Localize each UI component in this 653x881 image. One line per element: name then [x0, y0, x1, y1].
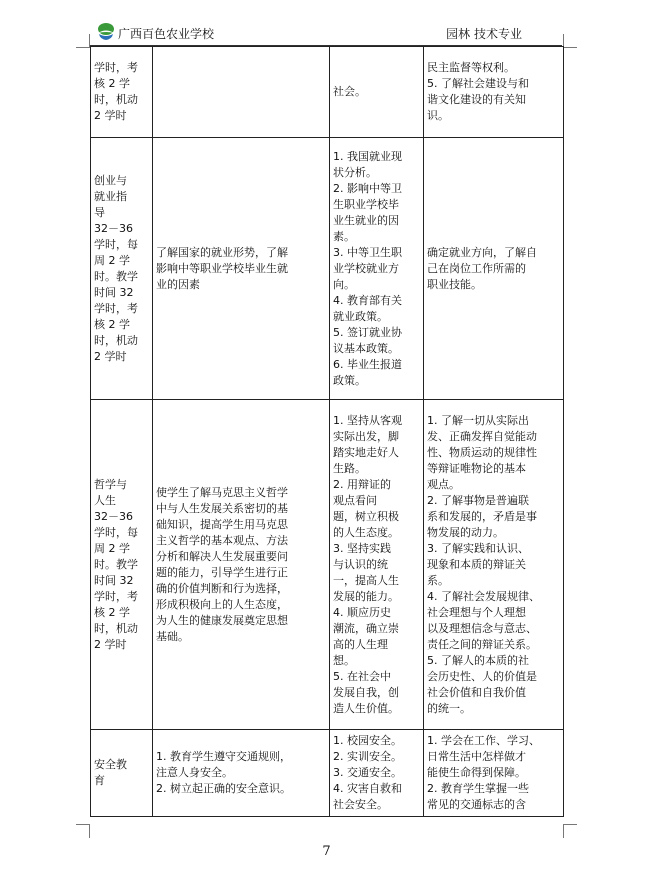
content-cell: 1. 我国就业现 状分析。 2. 影响中等卫 生职业学校毕 业生就业的因 素。 3. 中等卫生职 业学校就业方 向。 4. 教育部有关 就业政策。 5. 签订就业协 议基本政策。 6. 毕业生报道 政策。 — [330, 138, 424, 400]
table-row — [91, 47, 564, 138]
goal-cell — [153, 47, 330, 138]
goal-cell: 使学生了解马克思主义哲学 中与人生发展关系密切的基 础知识，提高学生用马克思 主义哲学的基本观点、方法 分析和解决人生发展重要问 题的能力，引导学生进行正 确的价值判断和行为选择， 形成积极向上的人生态度， 为人生的健康发展奠定思想 基础。 — [153, 400, 330, 730]
course-cell: 创业与 就业指 导 32－36 学时，每 周 2 学 时。教学 时间 32 学时，考 核 2 学 时，机动 2 学时 — [91, 138, 153, 400]
requirement-cell: 民主监督等权利。 5. 了解社会建设与和 谐文化建设的有关知 识。 — [424, 47, 564, 138]
table-row — [91, 730, 564, 817]
crop-mark-bottom-left — [76, 824, 90, 838]
requirement-cell: 1. 学会在工作、学习、 日常生活中怎样做才 能使生命得到保障。 2. 教育学生掌握一些 常见的交通标志的含 — [424, 730, 564, 817]
course-cell: 安全教 育 — [91, 730, 153, 817]
requirement-cell: 确定就业方向，了解自 己在岗位工作所需的 职业技能。 — [424, 138, 564, 400]
table-row — [91, 400, 564, 730]
major-name: 园林 技术专业 — [446, 27, 522, 41]
page-header — [90, 22, 562, 46]
goal-cell: 1. 教育学生遵守交通规则， 注意人身安全。 2. 树立起正确的安全意识。 — [153, 730, 330, 817]
crop-mark-top-left — [76, 34, 90, 48]
content-cell: 1. 校园安全。 2. 实训安全。 3. 交通安全。 4. 灾害自救和 社会安全。 — [330, 730, 424, 817]
course-cell: 学时，考 核 2 学 时，机动 2 学时 — [91, 47, 153, 138]
content-cell: 社会。 — [330, 47, 424, 138]
table-row — [91, 138, 564, 400]
school-name: 广西百色农业学校 — [118, 27, 215, 41]
crop-mark-top-right — [563, 34, 577, 48]
page-number: 7 — [322, 844, 331, 859]
requirement-cell: 1. 了解一切从实际出 发、正确发挥自觉能动 性、物质运动的规律性 等辩证唯物论的基本 观点。 2. 了解事物是普遍联 系和发展的，矛盾是事 物发展的动力。 3. 了解实践和认识、 现象和本质的辩证关 系。 4. 了解社会发展规律、 社会理想与个人理想 以及理想信念与意志、 责任之间的辩证关系。 5. 了解人的本质的社 会历史性、人的价值是 社会价值和自我价值 的统一。 — [424, 400, 564, 730]
content-cell: 1. 坚持从客观 实际出发，脚 踏实地走好人 生路。 2. 用辩证的 观点看问 题，树立积极 的人生态度。 3. 坚持实践 与认识的统 一，提高人生 发展的能力。 4. 顺应历史 潮流，确立崇 高的人生理 想。 5. 在社会中 发展自我，创 造人生价值。 — [330, 400, 424, 730]
crop-mark-bottom-right — [563, 824, 577, 838]
goal-cell: 了解国家的就业形势，了解 影响中等职业学校毕业生就 业的因素 — [153, 138, 330, 400]
school-logo-icon — [96, 22, 116, 42]
course-cell: 哲学与 人生 32－36 学时，每 周 2 学 时。教学 时间 32 学时，考 核 2 学 时，机动 2 学时 — [91, 400, 153, 730]
curriculum-table — [90, 46, 564, 817]
